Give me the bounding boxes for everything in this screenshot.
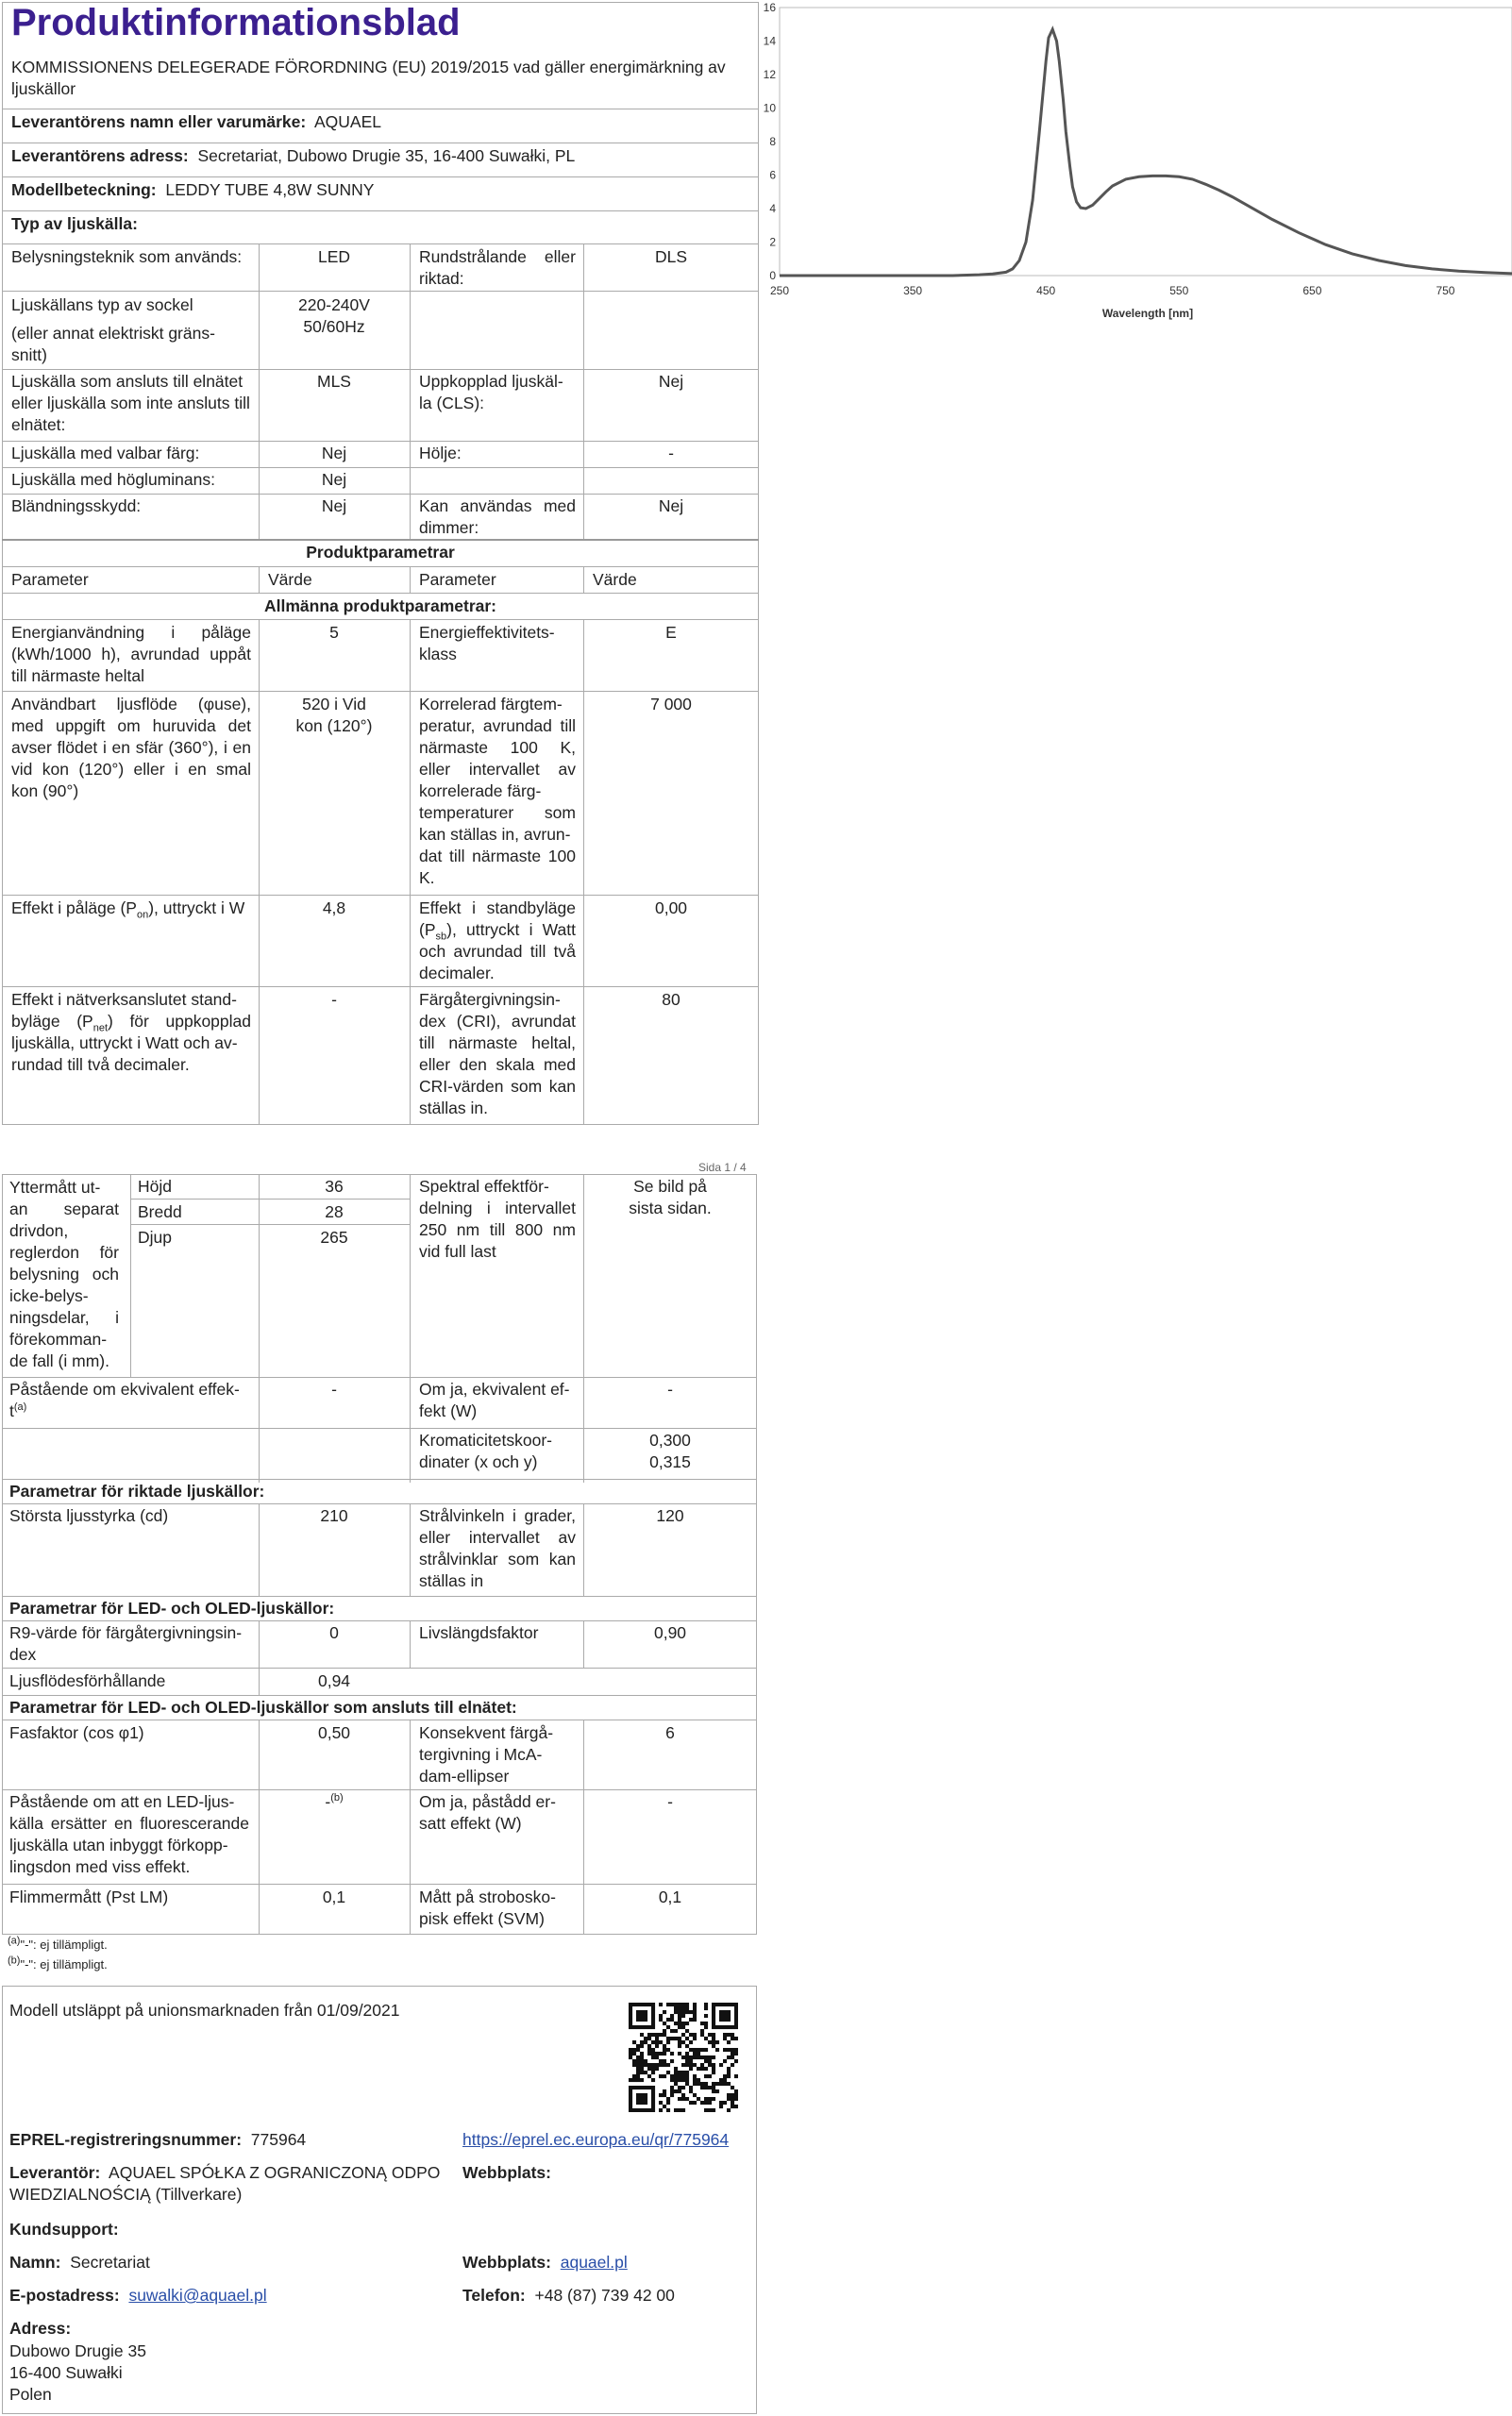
contact-web-label: Webbplats:: [462, 2253, 551, 2272]
spd-label: Spektral effektför- delning i intervallet 250 nm till 800 nm vid full last: [419, 1177, 576, 1261]
main-table-frame: [2, 2, 759, 1125]
contact-name: [9, 2252, 150, 2273]
contact-email-link[interactable]: suwalki@aquael.pl: [128, 2286, 267, 2305]
release-date: Modell utsläppt på unionsmarknaden från 01/09/2021: [9, 2001, 400, 2020]
contact-name-label: Namn:: [9, 2253, 61, 2272]
eff-class-label: Energieffektivitets- klass: [419, 623, 555, 663]
eprel-value: 775964: [250, 2130, 307, 2149]
anti-glare-value: Nej: [321, 496, 347, 515]
r9-label: R9-värde för färgåtergivningsin- dex: [9, 1623, 243, 1664]
eprel-label: EPREL-registreringsnummer:: [9, 2130, 243, 2149]
cap-type-value: 220-240V 50/60Hz: [298, 295, 370, 336]
y-tick-label: 8: [769, 135, 776, 148]
cct-value: 7 000: [650, 695, 692, 713]
x-tick-label: 250: [769, 284, 790, 297]
high-luminance-label: Ljuskälla med högluminans:: [11, 470, 215, 489]
envelope-value: -: [668, 444, 674, 462]
address-value: Secretariat, Dubowo Drugie 35, 16-400 Suwałki, PL: [197, 146, 576, 165]
envelope-label: Hölje:: [419, 444, 462, 462]
pon-sub: on: [136, 909, 149, 921]
footer-supplier-value: AQUAEL SPÓŁKA Z OGRANICZONĄ ODPO WIEDZIALNOŚCIĄ (Tillverkare): [9, 2163, 441, 2204]
col-value-1: Värde: [268, 570, 312, 589]
supplier-row: [11, 111, 381, 133]
spectral-distribution-chart: [761, 0, 1512, 326]
contact-email-label: E-postadress:: [9, 2286, 120, 2305]
flicker-value: 0,1: [322, 1888, 346, 1906]
contact-phone-value: +48 (87) 739 42 00: [534, 2286, 675, 2305]
qr-code: [629, 2003, 738, 2112]
footnote-b-text: "-": ej tillämpligt.: [20, 1957, 108, 1971]
psb-sub: sb: [435, 931, 447, 943]
pon-label-post: ), uttryckt i W: [148, 898, 245, 917]
flux-value: 520 i Vid kon (120°): [295, 695, 373, 735]
chart-plot-frame: [780, 8, 1512, 276]
psb-post: ), uttryckt i Watt och avrundad till två decimaler.: [419, 920, 576, 982]
footer-supplier: [9, 2162, 453, 2206]
cri-label: Färgåtergivningsin- dex (CRI), avrundat till närmaste heltal, eller den skala med CRI-värden som kan ställas in.: [419, 990, 576, 1117]
width-value: 28: [325, 1202, 344, 1221]
address-heading: Adress:: [9, 2319, 72, 2338]
high-luminance-value: Nej: [321, 470, 347, 489]
footnote-a-text: "-": ej tillämpligt.: [20, 1938, 108, 1952]
directional-heading: Parametrar för riktade ljuskällor:: [9, 1482, 265, 1501]
mains-value: MLS: [317, 372, 351, 391]
footnote-a-sup: (a): [8, 1935, 21, 1947]
survival-label: Livslängdsfaktor: [419, 1623, 539, 1642]
dimensions-label: Yttermått ut- an separat drivdon, reglerdon för belysning och icke-belys- ningsdelar, i förekomman- de fall (i mm).: [9, 1178, 119, 1370]
model-label: Modellbeteckning:: [11, 180, 157, 199]
energy-value: 5: [329, 623, 339, 642]
address-block: Dubowo Drugie 35 16-400 Suwałki Polen: [9, 2341, 146, 2404]
lumen-maint-label: Ljusflödesförhållande: [9, 1671, 166, 1690]
y-tick-label: 12: [763, 68, 776, 81]
footnote-b: [8, 1957, 108, 1972]
dimmable-value: Nej: [658, 496, 684, 515]
directional-value: DLS: [654, 247, 688, 266]
model-value: LEDDY TUBE 4,8W SUNNY: [165, 180, 375, 199]
chart-x-axis-label: Wavelength [nm]: [1101, 307, 1194, 320]
pnet-value: -: [331, 990, 337, 1009]
replace-claim-label: Påstående om att en LED-ljus- källa ersätter en fluorescerande ljuskälla utan inbyggt förkopp- lingsdon med viss effekt.: [9, 1792, 249, 1876]
macadam-label: Konsekvent färgå- tergivning i McA- dam-ellipser: [419, 1723, 554, 1786]
colour-tunable-value: Nej: [321, 444, 347, 462]
footnote-a: [8, 1935, 108, 1953]
cap-type-sub-label: (eller annat elektriskt gräns- snitt): [11, 324, 215, 364]
r9-value: 0: [329, 1623, 339, 1642]
cct-label: Korrelerad färgtem- peratur, avrundad till närmaste 100 K, eller intervallet av korrelerade färg- temperaturer som kan ställas in, avrun- dat till närmaste 100 K.: [419, 695, 576, 887]
eff-class-value: E: [665, 623, 677, 642]
address-label: Leverantörens adress:: [11, 146, 189, 165]
power-factor-label: Fasfaktor (cos φ1): [9, 1723, 144, 1742]
macadam-value: 6: [665, 1723, 675, 1742]
width-label: Bredd: [138, 1202, 182, 1221]
model-row: [11, 179, 374, 201]
footer-supplier-label: Leverantör:: [9, 2163, 101, 2182]
depth-label: Djup: [138, 1228, 172, 1247]
chroma-value: 0,300 0,315: [649, 1431, 691, 1471]
x-tick-label: 550: [1169, 284, 1189, 297]
footer-web-label: Webbplats:: [462, 2163, 551, 2182]
type-heading: Typ av ljuskälla:: [11, 214, 138, 233]
equiv-claim-text: Påstående om ekvivalent effek- t: [9, 1380, 240, 1420]
y-tick-label: 4: [769, 202, 776, 215]
dimmable-label: Kan användas med dimmer:: [419, 496, 576, 537]
eprel-link[interactable]: https://eprel.ec.europa.eu/qr/775964: [462, 2130, 730, 2149]
pon-label: [11, 898, 255, 919]
y-tick-label: 2: [769, 235, 776, 249]
pnet-post: ) för uppkopplad ljuskälla, uttryckt i Watt och av- rundad till två decimaler.: [11, 1012, 251, 1074]
regulation-text: KOMMISSIONENS DELEGERADE FÖRORDNING (EU) 2019/2015 vad gäller energimärkning av ljuskällor: [11, 58, 726, 98]
replace-claim-dash: -: [325, 1792, 331, 1811]
flicker-label: Flimmermått (Pst LM): [9, 1888, 169, 1906]
colour-tunable-label: Ljuskälla med valbar färg:: [11, 444, 200, 462]
svm-value: 0,1: [658, 1888, 682, 1906]
cls-label: Uppkopplad ljuskäl- la (CLS):: [419, 372, 563, 412]
peak-intensity-value: 210: [320, 1506, 348, 1525]
lumen-maint-value: 0,94: [317, 1671, 351, 1690]
mains-label: Ljuskälla som ansluts till elnätet eller ljuskälla som inte ansluts till elnätet:: [11, 372, 250, 434]
psb-value: 0,00: [654, 898, 688, 917]
pon-label-pre: Effekt i påläge (P: [11, 898, 137, 917]
contact-web: [462, 2252, 628, 2273]
equiv-yes-label: Om ja, ekvivalent ef- fekt (W): [419, 1380, 570, 1420]
depth-value: 265: [320, 1228, 348, 1247]
y-tick-label: 16: [763, 1, 776, 14]
y-tick-label: 6: [769, 168, 776, 182]
svm-label: Mått på strobosko- pisk effekt (SVM): [419, 1888, 556, 1928]
page-number: Sida 1 / 4: [698, 1161, 747, 1174]
beam-angle-value: 120: [656, 1506, 684, 1525]
replace-yes-value: -: [667, 1792, 673, 1811]
flux-label: Användbart ljusflöde (φuse), med uppgift om huruvida det avser flödet i en sfär (360°), i en vid kon (120°) eller i en smal kon (90°): [11, 695, 251, 800]
survival-value: 0,90: [653, 1623, 687, 1642]
x-tick-label: 650: [1302, 284, 1322, 297]
supplier-value: AQUAEL: [314, 112, 381, 131]
contact-name-value: Secretariat: [70, 2253, 150, 2272]
lighting-tech-label: Belysningsteknik som används:: [11, 247, 243, 266]
cri-value: 80: [662, 990, 680, 1009]
power-factor-value: 0,50: [317, 1723, 351, 1742]
col-value-2: Värde: [593, 570, 637, 589]
pnet-label: [11, 989, 251, 1076]
cap-type-label: Ljuskällans typ av sockel: [11, 295, 193, 314]
chroma-label: Kromaticitetskoor- dinater (x och y): [419, 1431, 553, 1471]
equiv-yes-value: -: [667, 1380, 673, 1399]
y-tick-label: 0: [769, 269, 776, 282]
x-tick-label: 450: [1036, 284, 1056, 297]
directional-label: Rundstrålande eller riktad:: [419, 247, 576, 288]
psb-pre: Effekt i standbyläge (P: [419, 898, 576, 939]
address-row: [11, 145, 575, 167]
lighting-tech-value: LED: [317, 247, 351, 266]
psb-label: [419, 898, 576, 984]
replace-claim-value: [259, 1791, 410, 1813]
pnet-pre: Effekt i nätverksanslutet stand- byläge (P: [11, 990, 237, 1031]
contact-phone-label: Telefon:: [462, 2286, 526, 2305]
spd-series-line: [780, 29, 1512, 276]
contact-web-link[interactable]: aquael.pl: [560, 2253, 628, 2272]
params-heading: Produktparametrar: [306, 543, 455, 562]
general-heading: Allmänna produktparametrar:: [263, 596, 497, 615]
peak-intensity-label: Största ljusstyrka (cd): [9, 1506, 169, 1525]
beam-angle-label: Strålvinkeln i grader, eller intervallet av strålvinklar som kan ställas in: [419, 1506, 576, 1590]
y-tick-label: 14: [763, 34, 776, 48]
contact-phone: [462, 2285, 675, 2307]
pon-value: 4,8: [322, 898, 346, 917]
spd-value: Se bild på sista sidan.: [629, 1177, 712, 1217]
footnote-b-sup: (b): [8, 1955, 21, 1967]
equiv-claim-sup: (a): [13, 1401, 27, 1414]
x-tick-label: 750: [1436, 284, 1455, 297]
page-title: Produktinformationsblad: [11, 2, 461, 43]
eprel-row: [9, 2129, 306, 2151]
cls-value: Nej: [658, 372, 684, 391]
energy-label: Energianvändning i påläge (kWh/1000 h), avrundad uppåt till närmaste heltal: [11, 623, 251, 685]
replace-yes-label: Om ja, påstådd er- satt effekt (W): [419, 1792, 556, 1833]
height-value: 36: [325, 1177, 344, 1196]
height-label: Höjd: [138, 1177, 172, 1196]
replace-claim-sup: (b): [330, 1792, 344, 1804]
mains-heading: Parametrar för LED- och OLED-ljuskällor som ansluts till elnätet:: [9, 1698, 517, 1717]
pnet-sub: net: [92, 1022, 108, 1034]
contact-email: [9, 2285, 267, 2307]
support-heading: Kundsupport:: [9, 2220, 119, 2239]
col-param-1: Parameter: [11, 570, 89, 589]
y-tick-label: 10: [763, 101, 776, 115]
supplier-label: Leverantörens namn eller varumärke:: [11, 112, 307, 131]
equiv-claim-value: -: [331, 1380, 337, 1399]
equiv-claim-label: [9, 1379, 255, 1422]
led-heading: Parametrar för LED- och OLED-ljuskällor:: [9, 1599, 335, 1618]
anti-glare-label: Bländningsskydd:: [11, 496, 142, 515]
x-tick-label: 350: [903, 284, 923, 297]
col-param-2: Parameter: [419, 570, 496, 589]
